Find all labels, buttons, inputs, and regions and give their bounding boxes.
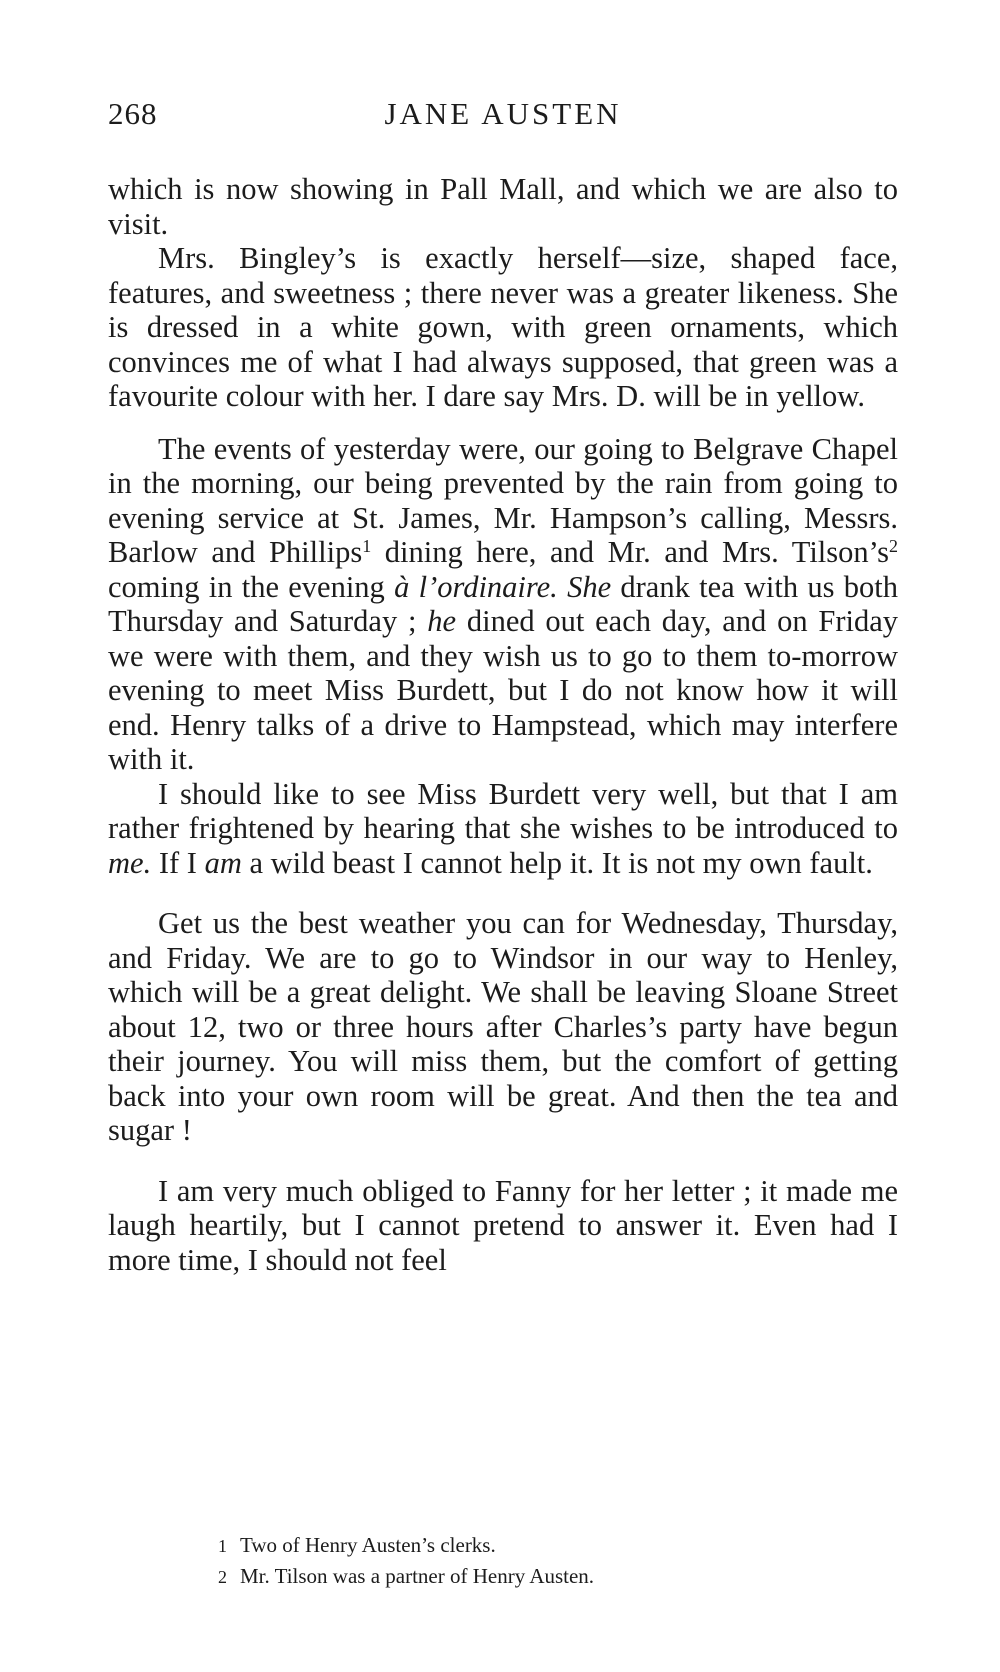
italic-text: She [567, 569, 612, 604]
italic-text: me. [108, 845, 152, 880]
footnote-1 [218, 1530, 858, 1561]
footnote-2 [218, 1561, 858, 1592]
text-run: dined out each day, and on Friday we were with them, and they wish us to go to them to-morrow evening to meet Miss Burdett, but I do not know how it will end. Henry talks of a drive to Hampstead, which may interfere with it. [108, 604, 898, 776]
text-run: I should like to see Miss Burdett very well, but that I am rather frightened by hearing that she wishes to be introduced to [108, 776, 898, 845]
text-run: a wild beast I cannot help it. It is not my own fault. [241, 845, 873, 880]
italic-text: he [427, 604, 457, 638]
text-run: drank tea with us both Thursday and Saturday ; [108, 569, 898, 638]
text-run: coming in the evening [108, 569, 395, 604]
text-run: The events of yesterday were, our going to Belgrave Chapel in the morning, our being prevented by the rain from going to evening service at St. James, Mr. Hampson’s calling, Messrs. Barlow and Phillips [108, 431, 898, 569]
text-run: If I [151, 845, 205, 880]
page-number: 268 [108, 96, 158, 131]
footnotes [218, 1530, 858, 1592]
italic-text: am [204, 845, 242, 880]
text-run [558, 570, 567, 604]
running-head: JANE AUSTEN [384, 96, 622, 131]
footnote-text: Mr. Tilson was a partner of Henry Austen. [240, 1564, 595, 1588]
footnote-ref-2: 2 [889, 536, 898, 556]
footnote-marker: 1 [218, 1536, 227, 1556]
footnote-marker: 2 [218, 1567, 227, 1587]
page-header [108, 96, 898, 140]
paragraph-continuation: which is now showing in Pall Mall, and which we are also to visit. [108, 172, 898, 241]
footnote-ref-1: 1 [362, 536, 372, 556]
paragraph-events-of-yesterday [108, 432, 898, 777]
paragraph-fanny-letter: I am very much obliged to Fanny for her letter ; it made me laugh heartily, but I cannot pretend to answer it. Even had I more time, I should not feel [108, 1173, 898, 1277]
text-run: dining here, and Mr. and Mrs. Tilson’s [371, 535, 889, 569]
paragraph-mrs-bingley: Mrs. Bingley’s is exactly herself—size, shaped face, features, and sweetness ; there never was a greater likeness. She is dressed in a white gown, with green ornaments, which convinces me of what I had always supposed, that green was a favourite colour with her. I dare say Mrs. D. will be in yellow. [108, 241, 898, 413]
footnote-text: Two of Henry Austen’s clerks. [240, 1533, 496, 1557]
paragraph-weather: Get us the best weather you can for Wednesday, Thursday, and Friday. We are to go to Windsor in our way to Henley, which will be a great delight. We shall be leaving Sloane Street about 12, two or three hours after Charles’s party have begun their journey. You will miss them, but the comfort of getting back into your own room will be great. And then the tea and sugar ! [108, 906, 898, 1147]
italic-text: à l’ordinaire. [394, 569, 558, 604]
body-text [108, 172, 898, 1277]
paragraph-miss-burdett [108, 777, 898, 881]
